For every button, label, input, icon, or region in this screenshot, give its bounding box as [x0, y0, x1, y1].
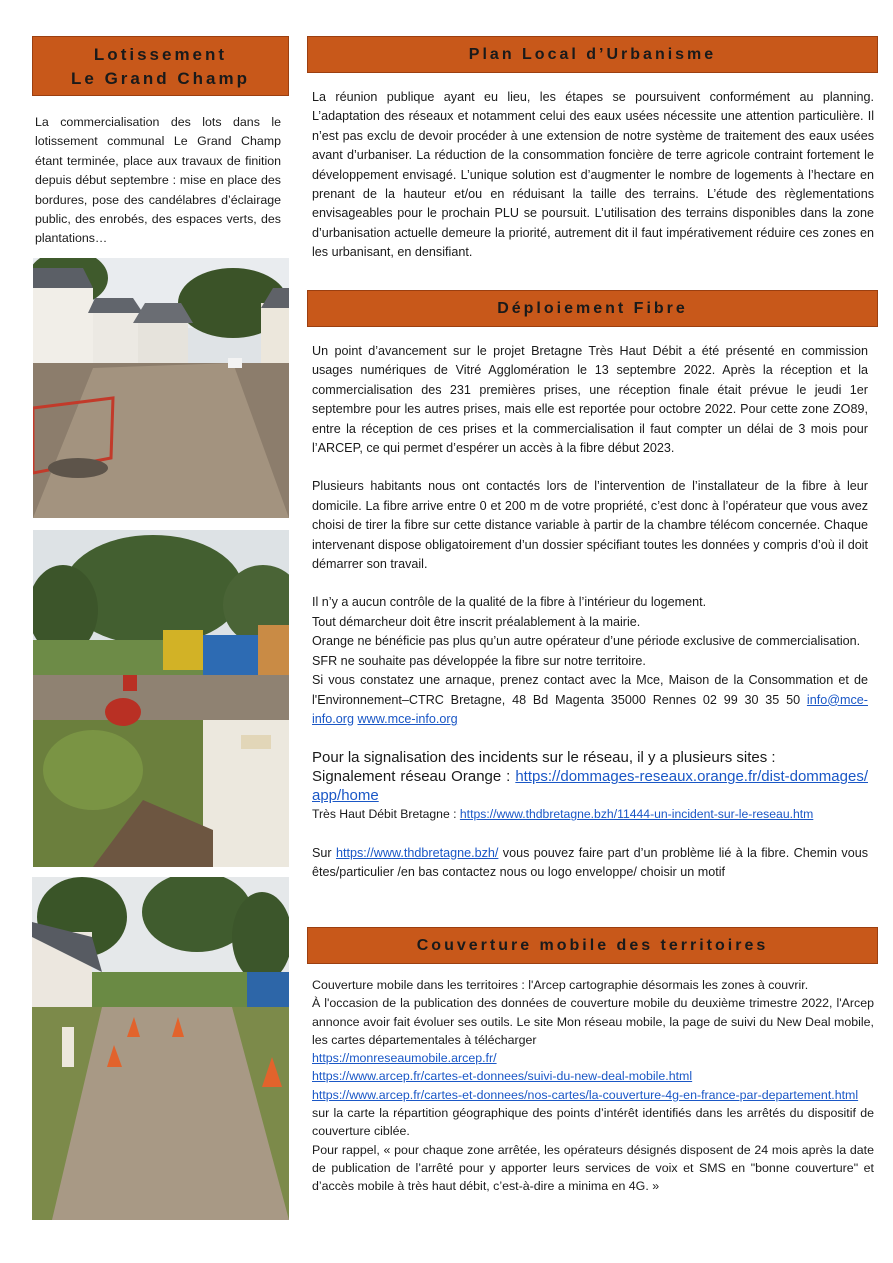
mobile-section — [312, 976, 874, 1196]
thd-label: Très Haut Débit Bretagne : — [312, 807, 457, 822]
thd-incident-link[interactable]: https://www.thdbretagne.bzh/11444-un-incident-sur-le-reseau.htm — [459, 807, 814, 822]
couverture-4g-link[interactable]: https://www.arcep.fr/cartes-et-donnees/nos-cartes/la-couverture-4g-en-france-par-departement.html — [312, 1087, 859, 1102]
fibre-line-4: SFR ne souhaite pas développée la fibre sur notre territoire. — [312, 653, 646, 668]
mobile-line-3: sur la carte la répartition géographique des points d’intérêt identifiés dans les arrêtés du dispositif de couverture ciblée. — [312, 1106, 874, 1139]
monreseau-link[interactable]: https://monreseaumobile.arcep.fr/ — [312, 1051, 497, 1066]
fibre-thd-line — [312, 805, 868, 824]
fibre-paragraph-2: Plusieurs habitants nous ont contactés lors de l’intervention de l’installateur de la fibre à leur domicile. La fibre arrive entre 0 et 200 m de votre propriété, c’est donc à l’opérateur que vous avez choisi de tirer la fibre sur cette distance variable à partir de la chambre télécom concernée. Chaque intervenant dispose obligatoirement d’un dossier spécifiant toutes les données y compris d’où il doit démarrer son travail. — [312, 479, 868, 572]
mobile-link-3-line — [312, 1086, 874, 1104]
lotissement-text: La commercialisation des lots dans le lotissement communal Le Grand Champ étant terminée, place aux travaux de finition depuis début septembre : mise en place des bordures, pose des candélabres d’éclairage public, des enrobés, des espaces verts, des plantations… — [35, 115, 281, 246]
fibre-title: Déploiement Fibre — [497, 300, 688, 317]
fibre-line-3: Orange ne bénéficie pas plus qu’un autre opérateur d’une période exclusive de commercialisation. — [312, 634, 861, 649]
lotissement-title-line1: Lotissement — [93, 45, 228, 64]
fibre-section — [312, 342, 868, 883]
fibre-paragraph-1: Un point d’avancement sur le projet Bretagne Très Haut Débit a été présenté en commission usages numériques de Vitré Agglomération le 13 septembre 2022. Après la réception et la commercialisation des 231 premières prises, une réception finale était prévue le jeudi 1er septembre pour les autres prises, mais elle est reportée pour octobre 2022. Pour cette zone ZO89, entre la réception de ces prises et la commercialisation il faut compter un délai de 3 mois pour l’ARCEP, ce qui permet d’espérer un accès à la fibre début 2023. — [312, 344, 868, 456]
mce-site-link[interactable]: www.mce-info.org — [357, 711, 458, 726]
photo-construction-site — [33, 530, 289, 867]
plu-title: Plan Local d’Urbanisme — [468, 46, 717, 63]
fibre-signal-intro: Pour la signalisation des incidents sur le réseau, il y a plusieurs sites : — [312, 749, 776, 767]
plu-text: La réunion publique ayant eu lieu, les étapes se poursuivent conformément au planning. L’adaptation des réseaux et notamment celui des eaux usées nécessite une attention particulière. Il n’est pas exclu de devoir procéder à une extension de notre système de traitement des eaux usées avant d’urbaniser. La réduction de la consommation foncière de terre agricole contraint fortement le développement envisagé. L’unique solution est d’augmenter le nombre de logements à l’hectare en prenant de la hauteur et/ou en réduisant la taille des terrains. L’étude des règlementations envisageables pour le prochain PLU se poursuit. L’utilisation des terrains disponibles dans la zone d’urbanisation actuelle demeure la priorité, autrement dit il faut impérativement réduire ces zones en les urbanisant, en densifiant. — [312, 90, 874, 260]
fibre-banner — [307, 290, 878, 327]
mobile-line-2: À l'occasion de la publication des données de couverture mobile du deuxième trimestre 2022, l'Arcep annonce avoir fait évoluer ses outils. Le site Mon réseau mobile, la page de suivi du New Deal mobile, les cartes départementales à télécharger — [312, 996, 874, 1047]
sur-rest: vous pouvez faire part d’un problème lié à la fibre. Chemin vous êtes/particulier /en bas contactez nous ou logo enveloppe/ choisir un motif — [312, 845, 868, 880]
photo-road-cones — [32, 877, 289, 1220]
sur-word: Sur — [312, 845, 332, 860]
lotissement-title-line2: Le Grand Champ — [71, 69, 250, 88]
fibre-thd-site-line — [312, 844, 868, 883]
thd-site-link[interactable]: https://www.thdbretagne.bzh/ — [335, 845, 499, 860]
mobile-link-1-line — [312, 1049, 874, 1067]
mobile-line-1: Couverture mobile dans les territoires : l'Arcep cartographie désormais les zones à couvrir. — [312, 978, 809, 992]
mce-email-link[interactable]: info@mce-info.org — [312, 692, 868, 726]
mobile-title: Couverture mobile des territoires — [416, 937, 769, 954]
orange-label: Signalement réseau Orange : — [312, 768, 511, 786]
fibre-line-2: Tout démarcheur doit être inscrit préalablement à la mairie. — [312, 614, 641, 629]
photo-street-houses — [33, 258, 289, 518]
new-deal-link[interactable]: https://www.arcep.fr/cartes-et-donnees/suivi-du-new-deal-mobile.html — [312, 1069, 693, 1084]
fibre-orange-line — [312, 767, 868, 805]
mobile-banner — [307, 927, 878, 964]
fibre-contact — [312, 671, 868, 729]
orange-link[interactable]: https://dommages-reseaux.orange.fr/dist-dommages/app/home — [312, 768, 868, 805]
mobile-line-4: Pour rappel, « pour chaque zone arrêtée, les opérateurs désignés disposent de 24 mois après la date de publication de l’arrêté pour y apporter leurs services de voix et SMS en "bonne couverture" et d’accès mobile à très haut débit, c’est-à-dire a minima en 4G. » — [312, 1142, 874, 1194]
plu-banner — [307, 36, 878, 73]
lotissement-banner — [32, 36, 289, 96]
fibre-contact-text: Si vous constatez une arnaque, prenez contact avec la Mce, Maison de la Consommation et de l'Environnement–CTRC Bretagne, 48 Bd Magenta 35000 Rennes 02 99 30 35 50 — [312, 673, 868, 707]
fibre-line-1: Il n’y a aucun contrôle de la qualité de la fibre à l’intérieur du logement. — [312, 595, 707, 610]
mobile-link-2-line — [312, 1067, 874, 1085]
